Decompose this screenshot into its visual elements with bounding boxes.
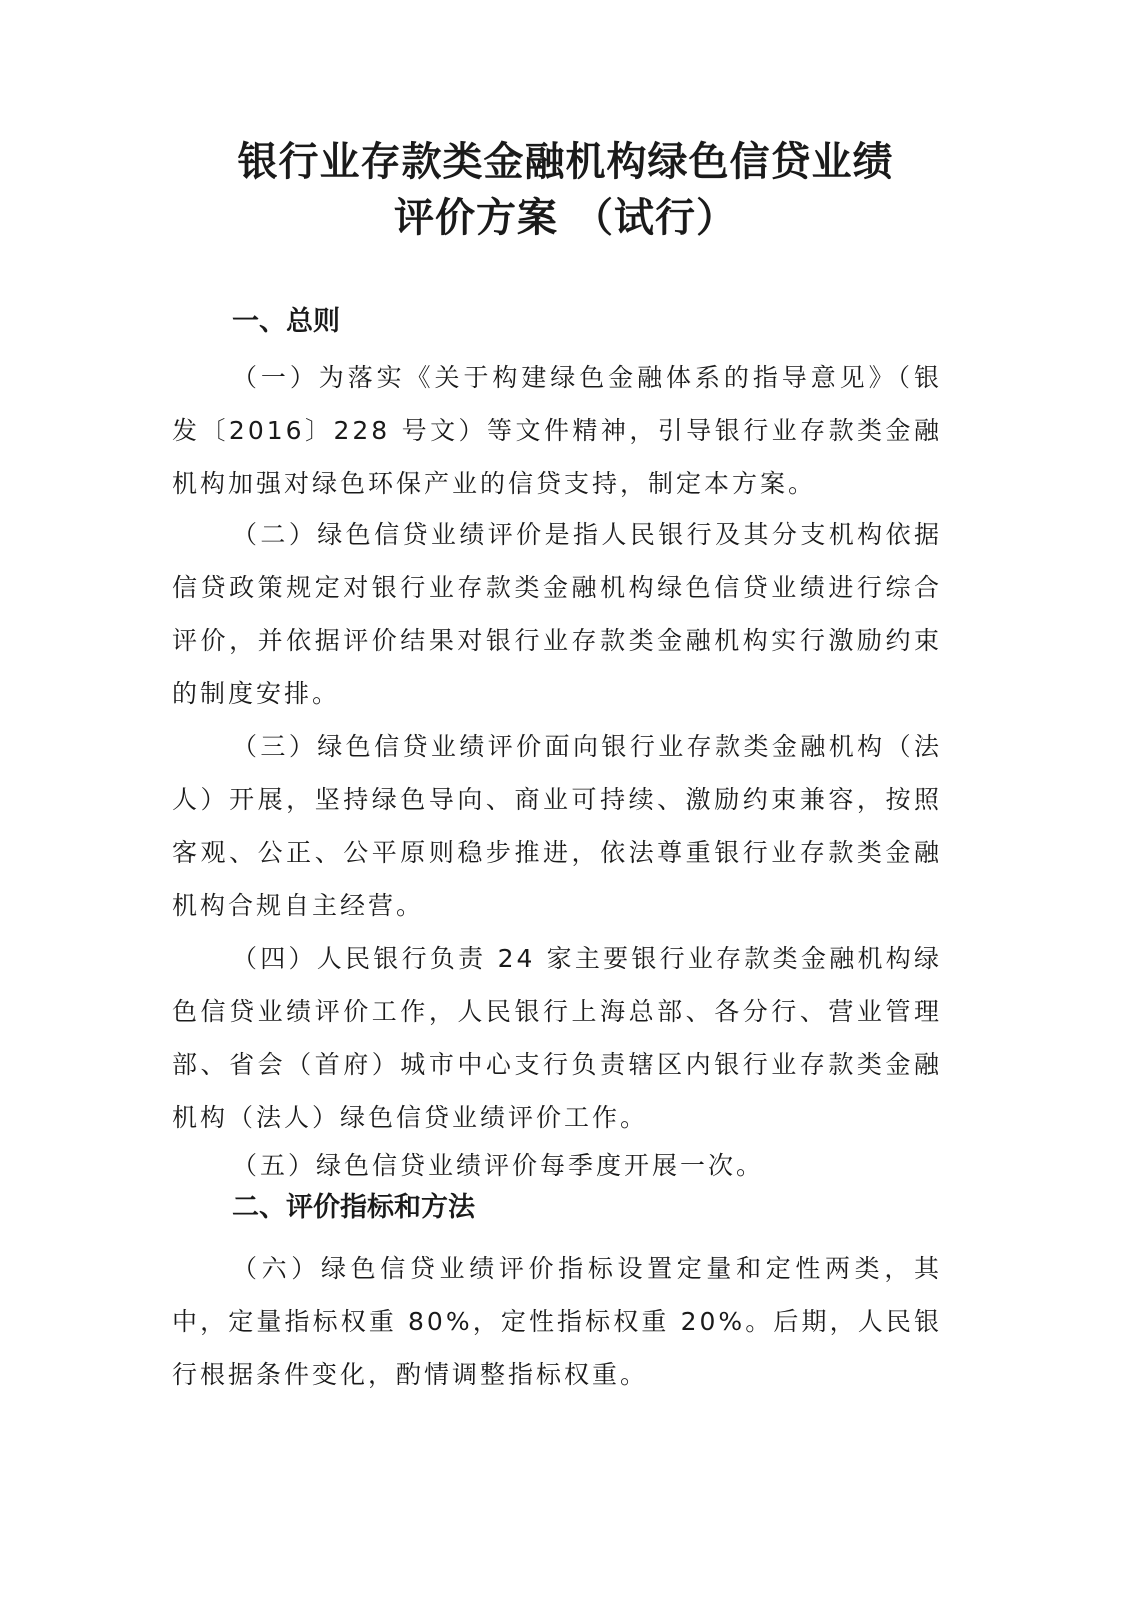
paragraph-5: （五）绿色信贷业绩评价每季度开展一次。 [232, 1151, 765, 1180]
paragraph-1: （一）为落实《关于构建绿色金融体系的指导意见》（银发〔2016〕228 号文）等文件精神，引导银行业存款类金融机构加强对绿色环保产业的信贷支持，制定本方案。 [172, 363, 942, 498]
document-title-line-1: 银行业存款类金融机构绿色信贷业绩 [237, 138, 894, 185]
paragraph-3: （三）绿色信贷业绩评价面向银行业存款类金融机构（法人）开展，坚持绿色导向、商业可持续、激励约束兼容，按照客观、公正、公平原则稳步推进，依法尊重银行业存款类金融机构合规自主经营。 [172, 732, 942, 920]
paragraph-6: （六）绿色信贷业绩评价指标设置定量和定性两类，其中，定量指标权重 80%，定性指标权重 20%。后期，人民银行根据条件变化，酌情调整指标权重。 [172, 1254, 942, 1389]
paragraph-2: （二）绿色信贷业绩评价是指人民银行及其分支机构依据信贷政策规定对银行业存款类金融机构绿色信贷业绩进行综合评价，并依据评价结果对银行业存款类金融机构实行激励约束的制度安排。 [172, 520, 942, 708]
document-title-line-2: 评价方案 （试行） [394, 194, 737, 241]
paragraph-4: （四）人民银行负责 24 家主要银行业存款类金融机构绿色信贷业绩评价工作，人民银行上海总部、各分行、营业管理部、省会（首府）城市中心支行负责辖区内银行业存款类金融机构（法人）绿色信贷业绩评价工作。 [172, 944, 942, 1132]
section-heading-indicators: 二、评价指标和方法 [232, 1192, 475, 1223]
section-heading-general: 一、总则 [232, 306, 340, 337]
